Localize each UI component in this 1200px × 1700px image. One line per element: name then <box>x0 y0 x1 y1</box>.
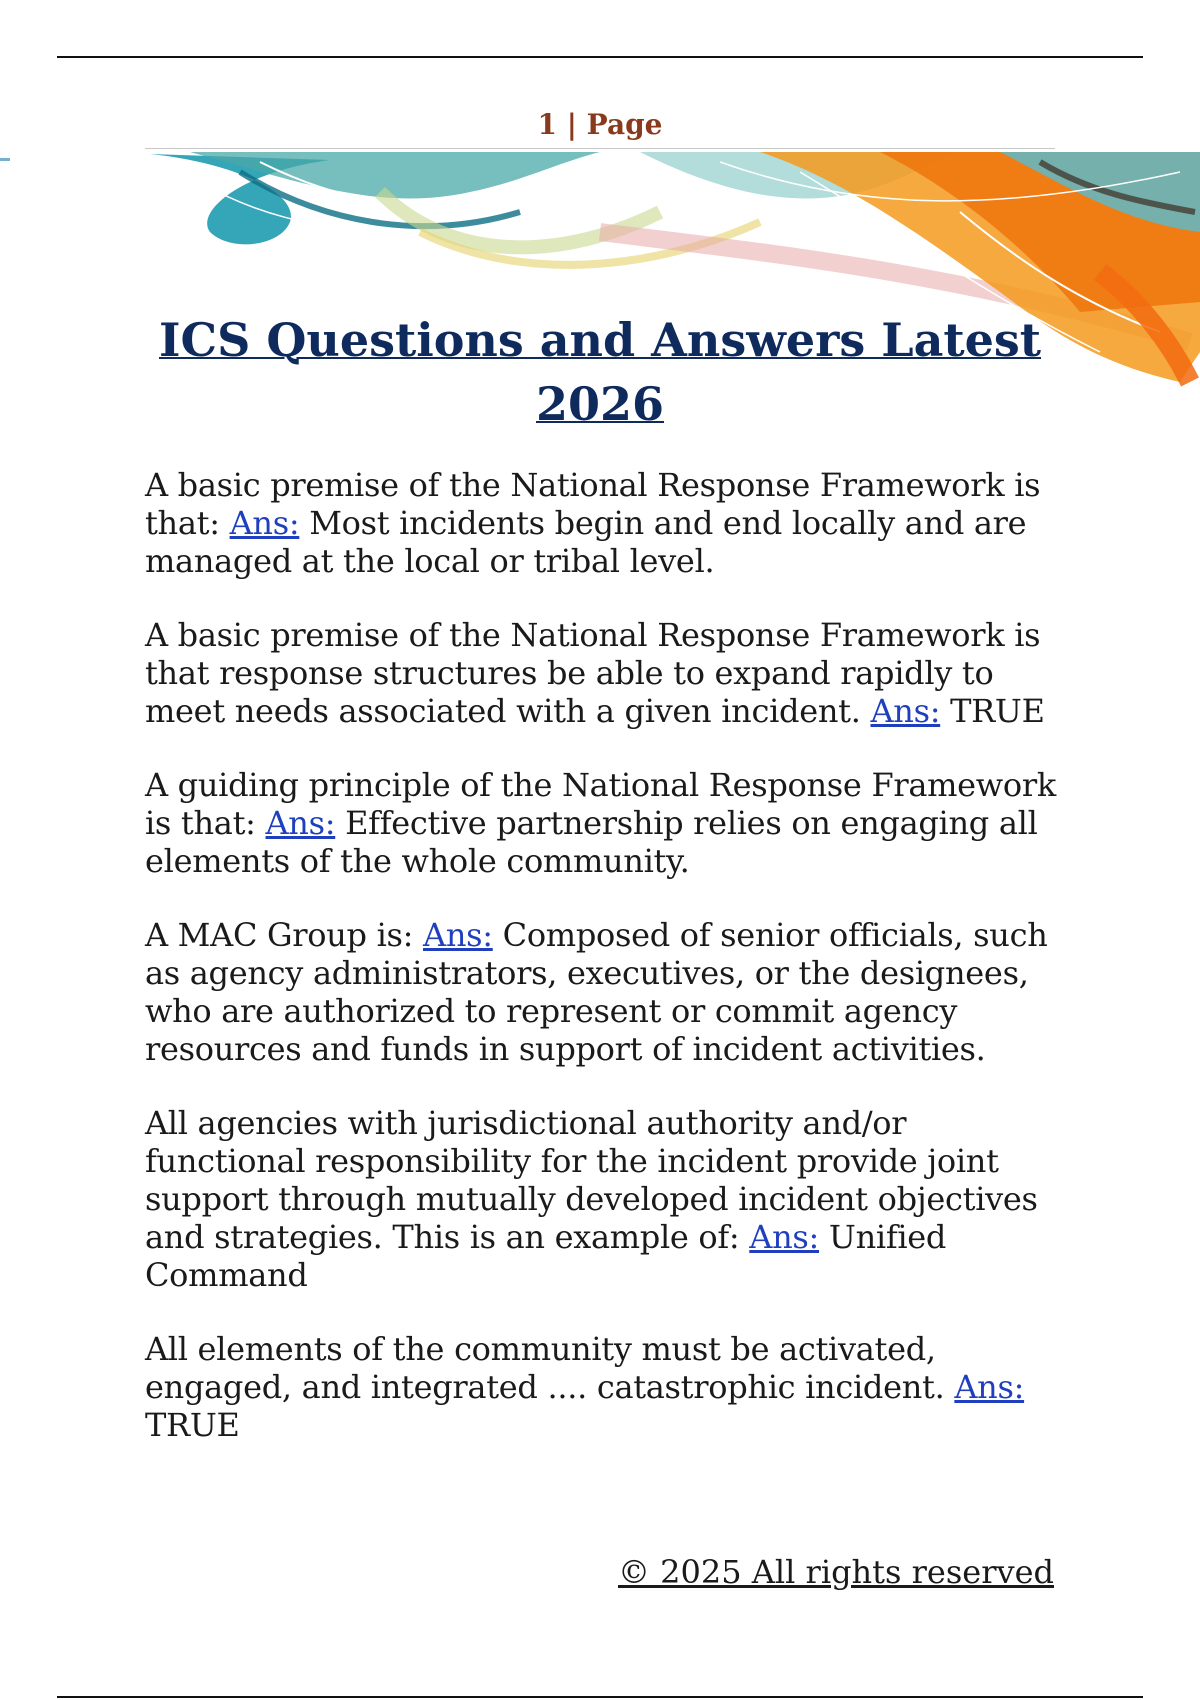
answer-text: TRUE <box>950 692 1045 730</box>
qa-item <box>145 1330 1075 1444</box>
bottom-rule <box>57 1696 1143 1698</box>
qa-list <box>145 466 1075 1480</box>
document-title: ICS Questions and Answers Latest 2026 <box>158 313 1042 431</box>
answer-link[interactable]: Ans: <box>954 1368 1025 1406</box>
answer-text: Unified Command <box>145 1218 947 1294</box>
answer-link[interactable]: Ans: <box>229 504 300 542</box>
answer-text: Composed of senior officials, such as agency administrators, executives, or the designees, who are authorized to represent or commit agency resources and funds in support of incident activities. <box>145 916 1048 1068</box>
answer-text: Effective partnership relies on engaging all elements of the whole community. <box>145 804 1038 880</box>
question-text: All elements of the community must be activated, engaged, and integrated .... catastrophic incident. <box>145 1330 945 1406</box>
answer-link[interactable]: Ans: <box>870 692 941 730</box>
qa-item <box>145 616 1075 730</box>
answer-text: Most incidents begin and end locally and are managed at the local or tribal level. <box>145 504 1027 580</box>
question-text: A basic premise of the National Response Framework is that: <box>145 466 1041 542</box>
answer-link[interactable]: Ans: <box>265 804 336 842</box>
qa-item <box>145 916 1075 1068</box>
page-number: 1 | Page <box>537 108 663 141</box>
answer-link[interactable]: Ans: <box>423 916 493 954</box>
header-divider <box>145 148 1055 149</box>
question-text: A MAC Group is: <box>145 916 414 954</box>
qa-item <box>145 1104 1075 1294</box>
question-text: A basic premise of the National Response Framework is that response structures be able to expand rapidly to meet needs associated with a given incident. <box>145 616 1041 730</box>
qa-item <box>145 766 1075 880</box>
top-rule <box>57 56 1143 58</box>
answer-link[interactable]: Ans: <box>749 1218 820 1256</box>
copyright-footer: © 2025 All rights reserved <box>618 1553 1054 1591</box>
qa-item <box>145 466 1075 580</box>
question-text: All agencies with jurisdictional authority and/or functional responsibility for the incident provide joint support through mutually developed incident objectives and strategies. This is an example of: <box>145 1104 1038 1256</box>
answer-text: TRUE <box>145 1406 240 1444</box>
question-text: A guiding principle of the National Response Framework is that: <box>145 766 1056 842</box>
